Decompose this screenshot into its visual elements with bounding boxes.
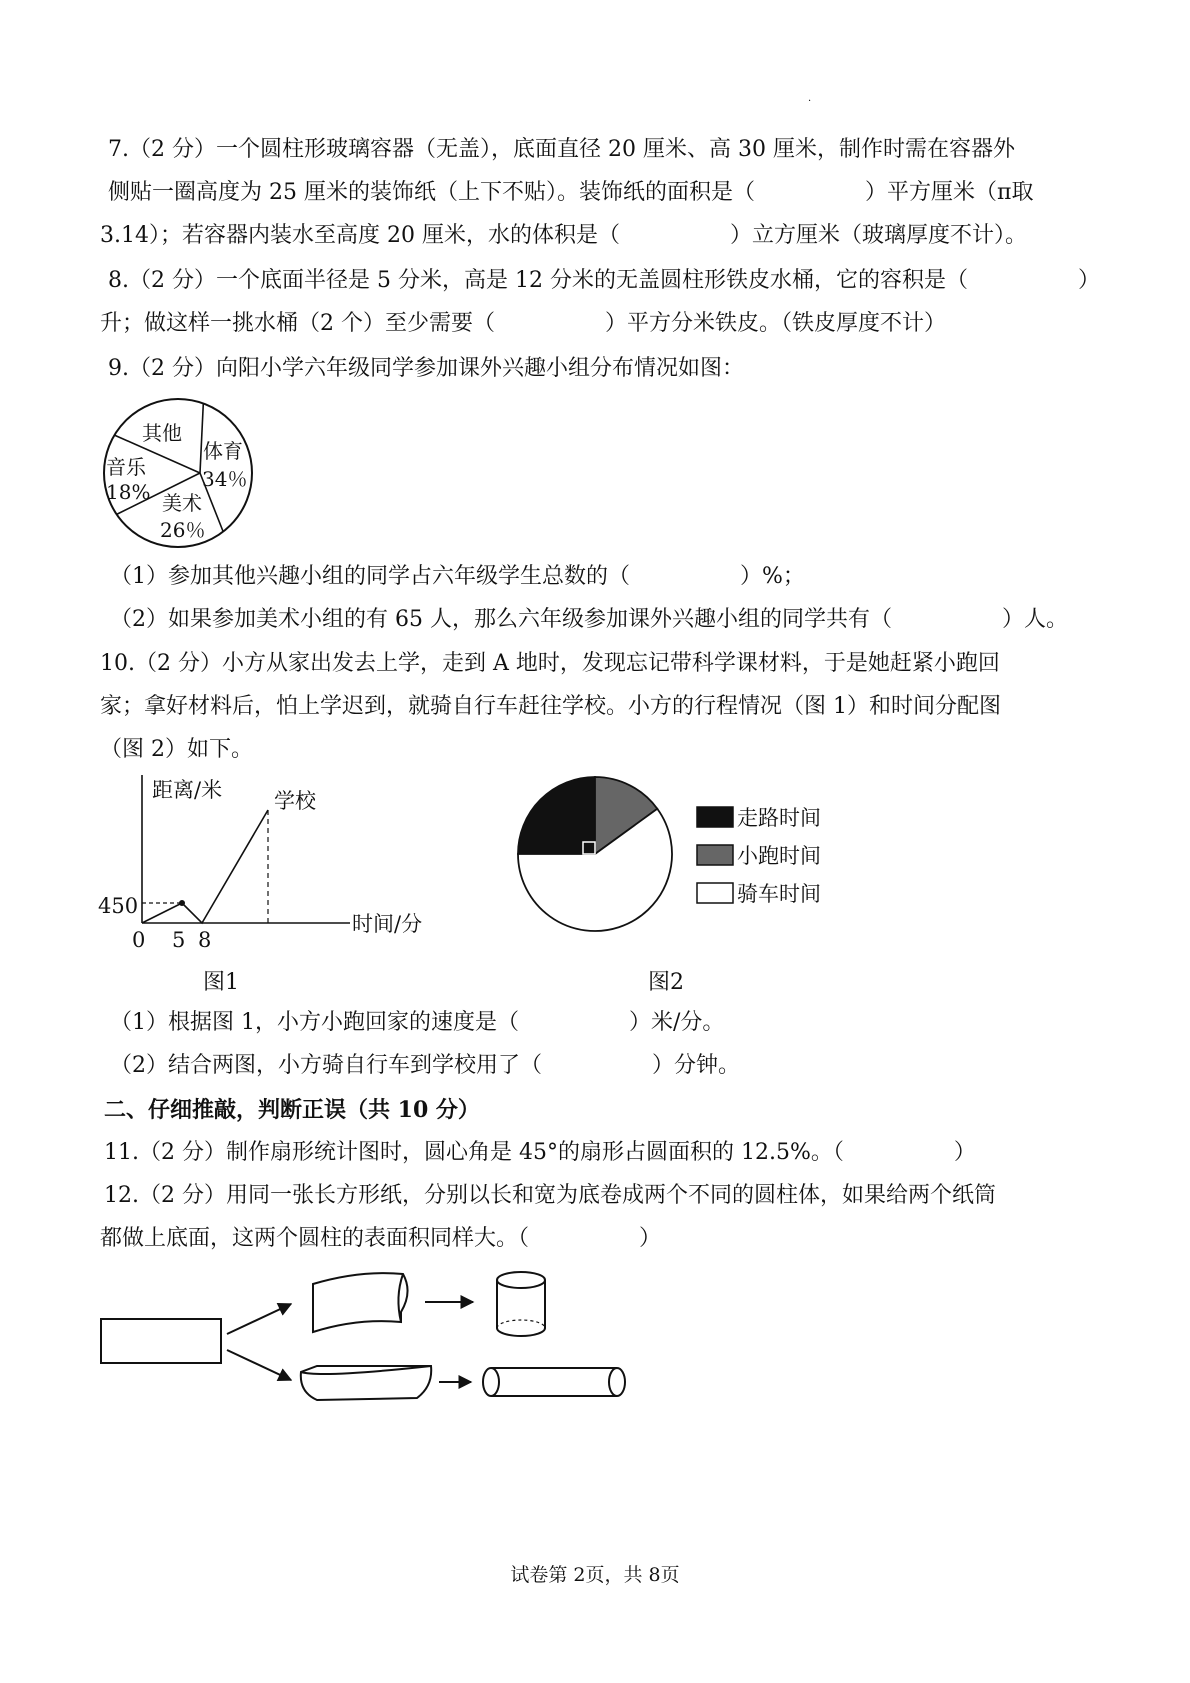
page-footer: 试卷第 2页，共 8页 <box>510 1564 680 1586</box>
fig1-x-tick-5: 5 <box>172 928 186 952</box>
q9-sub-2: （2）如果参加美术小组的有 65 人，那么六年级参加课外兴趣小组的同学共有（ ）人。 <box>110 607 1068 632</box>
q9-line-1: 9.（2 分）向阳小学六年级同学参加课外兴趣小组分布情况如图： <box>108 356 744 381</box>
fig2-legend-swatch-bike <box>697 883 733 903</box>
fig1-x-tick-8: 8 <box>198 928 212 952</box>
q9-sub-1: （1）参加其他兴趣小组的同学占六年级学生总数的（ ）%； <box>110 564 805 589</box>
fig1-line-graph <box>92 770 442 960</box>
q10-sub-1: （1）根据图 1，小方小跑回家的速度是（ ）米/分。 <box>110 1010 725 1035</box>
q9-label-music: 音乐 <box>106 455 146 479</box>
q12-cyl-vertical-bottom <box>497 1328 545 1336</box>
q12-cyl-vertical-bottom-back <box>497 1320 545 1328</box>
q12-cyl-vertical-top <box>497 1272 545 1288</box>
q10-line-1: 10.（2 分）小方从家出发去上学，走到 A 地时，发现忘记带科学课材料，于是她赶紧小跑回 <box>100 651 1000 676</box>
q10-line-3: （图 2）如下。 <box>100 737 253 762</box>
fig2-caption: 图2 <box>648 970 684 995</box>
fig2-legend-swatch-run <box>697 845 733 865</box>
q7-line-3: 3.14）；若容器内装水至高度 20 厘米，水的体积是（ ）立方厘米（玻璃厚度不计）。 <box>100 223 1027 248</box>
fig1-xlabel: 时间/分 <box>352 912 423 936</box>
q10-sub-2: （2）结合两图，小方骑自行车到学校用了（ ）分钟。 <box>110 1053 740 1078</box>
q12-cyl-horizontal-left <box>483 1368 499 1396</box>
q12-arrow-up <box>227 1304 291 1334</box>
q9-label-pe-pct: 34％ <box>202 467 248 491</box>
q12-curl-horizontal <box>301 1366 431 1400</box>
fig1-path <box>142 810 268 923</box>
q9-label-art: 美术 <box>162 491 202 515</box>
q9-label-other: 其他 <box>142 421 182 445</box>
q12-line-1: 12.（2 分）用同一张长方形纸，分别以长和宽为底卷成两个不同的圆柱体，如果给两个纸筒 <box>104 1183 996 1208</box>
page-dot: · <box>808 96 812 107</box>
fig2-legend-run: 小跑时间 <box>737 844 821 868</box>
fig1-point-a <box>179 900 185 906</box>
q12-arrow-down <box>227 1350 291 1380</box>
q12-illustration <box>95 1262 655 1412</box>
q10-line-2: 家；拿好材料后，怕上学迟到，就骑自行车赶往学校。小方的行程情况（图 1）和时间分配图 <box>100 694 1001 719</box>
q12-curl-vertical <box>313 1273 408 1332</box>
fig1-school-label: 学校 <box>274 789 316 813</box>
fig2-legend-walk: 走路时间 <box>737 806 821 830</box>
fig1-x-tick-0: 0 <box>132 928 146 952</box>
q11-line: 11.（2 分）制作扇形统计图时，圆心角是 45°的扇形占圆面积的 12.5%。（ ） <box>104 1140 976 1165</box>
q7-line-2: 侧贴一圈高度为 25 厘米的装饰纸（上下不贴）。装饰纸的面积是（ ）平方厘米（π取 <box>108 180 1034 205</box>
section-2-heading: 二、仔细推敲，判断正误（共 10 分） <box>104 1097 480 1123</box>
fig1-ylabel: 距离/米 <box>152 778 223 802</box>
q9-label-art-pct: 26％ <box>160 518 206 542</box>
q9-pie-chart <box>98 395 268 555</box>
q12-line-2: 都做上底面，这两个圆柱的表面积同样大。（ ） <box>100 1226 662 1251</box>
fig2-legend-bike: 骑车时间 <box>737 882 821 906</box>
fig2-legend-swatch-walk <box>697 807 733 827</box>
q8-line-1: 8.（2 分）一个底面半径是 5 分米，高是 12 分米的无盖圆柱形铁皮水桶，它的容积是（ ） <box>108 268 1100 293</box>
q12-cyl-horizontal-right <box>609 1368 625 1396</box>
q9-label-music-pct: 18% <box>106 480 151 504</box>
q8-line-2: 升；做这样一挑水桶（2 个）至少需要（ ）平方分米铁皮。（铁皮厚度不计） <box>100 311 946 336</box>
fig1-y-tick-450: 450 <box>98 894 139 918</box>
q9-label-pe: 体育 <box>203 439 243 463</box>
q7-line-1: 7.（2 分）一个圆柱形玻璃容器（无盖），底面直径 20 厘米、高 30 厘米，制作时需在容器外 <box>108 137 1015 162</box>
fig2-pie-chart <box>515 775 845 940</box>
q12-paper-rect <box>101 1319 221 1363</box>
fig1-caption: 图1 <box>203 970 239 995</box>
